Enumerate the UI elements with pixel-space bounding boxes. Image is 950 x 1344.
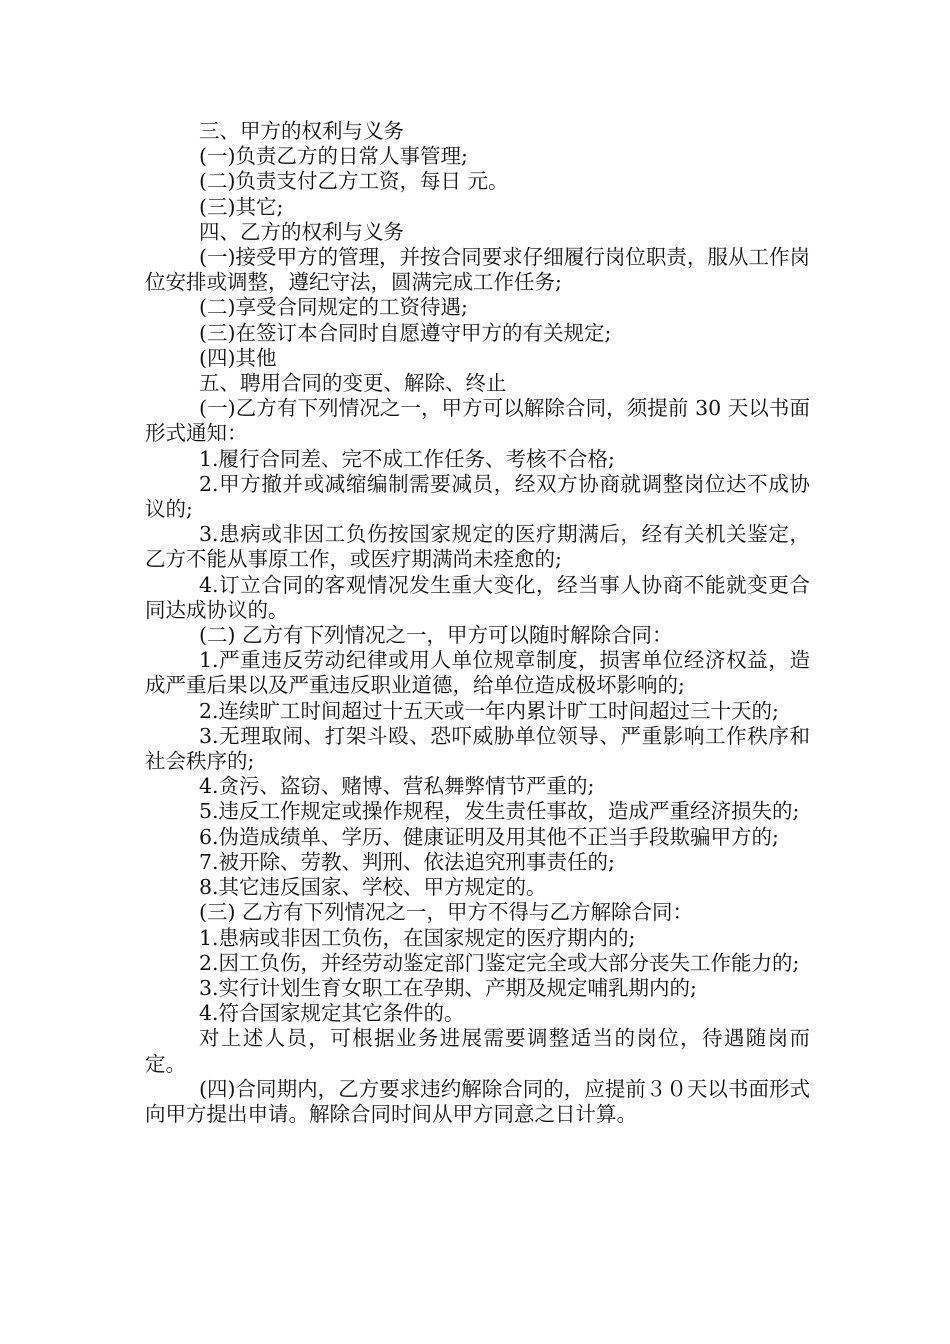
list-item: 3.患病或非因工负伤按国家规定的医疗期满后，经有关机关鉴定，乙方不能从事原工作，或医疗期满尚未痊愈的;	[145, 522, 810, 572]
list-item: 1.患病或非因工负伤，在国家规定的医疗期内的;	[199, 925, 636, 950]
paragraph: (三)其它;	[199, 194, 284, 219]
paragraph: (二)负责支付乙方工资，每日 元。	[199, 169, 509, 194]
list-item: 7.被开除、劳教、判刑、依法追究刑事责任的;	[199, 849, 615, 874]
list-item: 3.实行计划生育女职工在孕期、产期及规定哺乳期内的;	[199, 975, 697, 1000]
list-item: 8.其它违反国家、学校、甲方规定的。	[199, 875, 547, 900]
list-item: 6.伪造成绩单、学历、健康证明及用其他不正当手段欺骗甲方的;	[199, 824, 779, 849]
list-item: 1.履行合同差、完不成工作任务、考核不合格;	[199, 446, 615, 471]
document-body	[145, 119, 810, 1127]
paragraph: (三)在签订本合同时自愿遵守甲方的有关规定;	[199, 320, 612, 345]
list-item: 2.因工负伤，并经劳动鉴定部门鉴定完全或大部分丧失工作能力的;	[199, 950, 800, 975]
paragraph: (二)享受合同规定的工资待遇;	[199, 295, 468, 320]
list-item: 3.无理取闹、打架斗殴、恐吓威胁单位领导、严重影响工作秩序和社会秩序的;	[145, 723, 810, 774]
paragraph: 对上述人员，可根据业务进展需要调整适当的岗位，待遇随岗而定。	[145, 1026, 810, 1076]
section-5-heading: 五、聘用合同的变更、解除、终止	[199, 371, 507, 396]
list-item: 1.严重违反劳动纪律或用人单位规章制度，损害单位经济权益，造成严重后果以及严重违反职业道德，给单位造成极坏影响的;	[145, 648, 810, 698]
paragraph: (四)其他	[199, 345, 277, 370]
section-4-heading: 四、乙方的权利与义务	[199, 219, 404, 244]
list-item: 5.违反工作规定或操作规程，发生责任事故，造成严重经济损失的;	[199, 799, 800, 824]
paragraph: (一)接受甲方的管理，并按合同要求仔细履行岗位职责，服从工作岗位安排或调整，遵纪守法，圆满完成工作任务;	[145, 245, 810, 295]
paragraph: (一)负责乙方的日常人事管理;	[199, 144, 468, 169]
paragraph: (二) 乙方有下列情况之一，甲方可以随时解除合同：	[199, 623, 673, 648]
list-item: 4.符合国家规定其它条件的。	[199, 1001, 465, 1026]
paragraph: (一)乙方有下列情况之一，甲方可以解除合同，须提前 30 天以书面形式通知：	[145, 396, 810, 446]
paragraph: (三) 乙方有下列情况之一，甲方不得与乙方解除合同：	[199, 900, 694, 925]
list-item: 2.连续旷工时间超过十五天或一年内累计旷工时间超过三十天的;	[199, 698, 779, 723]
list-item: 4.贪污、盗窃、赌博、营私舞弊情节严重的;	[199, 774, 595, 799]
section-3-heading: 三、甲方的权利与义务	[199, 119, 404, 143]
list-item: 2.甲方撤并或减缩编制需要减员，经双方协商就调整岗位达不成协议的;	[145, 471, 810, 522]
paragraph: (四)合同期内，乙方要求违约解除合同的，应提前３０天以书面形式向甲方提出申请。解除合同时间从甲方同意之日计算。	[145, 1076, 810, 1126]
list-item: 4.订立合同的客观情况发生重大变化，经当事人协商不能就变更合同达成协议的。	[145, 572, 810, 622]
